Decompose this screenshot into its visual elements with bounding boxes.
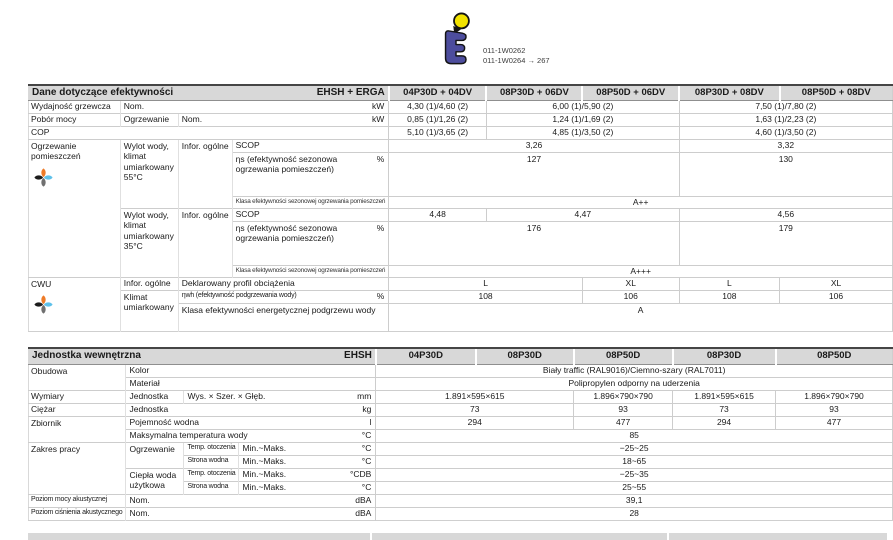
unit-l: l	[336, 416, 376, 429]
t1-col-header-5: 08P50D + 08DV	[780, 85, 893, 100]
power-input-row	[29, 113, 893, 126]
certificate-code-2: 011-1W0264 → 267	[483, 56, 550, 65]
unit-percent: %	[343, 290, 389, 303]
op-range-dhw-ambient-row	[29, 468, 893, 481]
space-heating-petals-icon	[33, 166, 54, 189]
eta-wh-value-12: 108	[389, 290, 583, 303]
seasonal-class-label: Klasa efektywności sezonowej ogrzewania pomieszczeń	[232, 196, 389, 208]
capacity-value-5: 477	[776, 416, 893, 429]
profile-value-12: L	[389, 277, 583, 290]
dimensions-label: Wymiary	[29, 390, 126, 403]
indoor-unit-table	[28, 347, 893, 521]
scop-label: SCOP	[232, 208, 389, 221]
min-max-label: Min.~Maks.	[239, 442, 336, 455]
cwu-profile-row	[29, 277, 893, 290]
operation-range-label: Zakres pracy	[29, 442, 126, 494]
eta55-value-123: 127	[389, 152, 679, 196]
heating-capacity-label: Wydajność grzewcza	[29, 100, 121, 113]
logo-e-icon	[436, 12, 476, 68]
t2-header-row	[29, 348, 893, 364]
power-input-label: Pobór mocy	[29, 113, 121, 126]
cwu-label-cell	[29, 277, 121, 331]
unit-empty	[336, 364, 376, 377]
t2-col-header-3: 08P50D	[574, 348, 673, 364]
declared-load-profile-label: Deklarowany profil obciążenia	[178, 277, 389, 290]
heating-sub-label: Ogrzewanie	[120, 113, 178, 126]
ambient-temp-label: Temp. otoczenia	[184, 468, 239, 481]
t1-col-header-2: 08P30D + 06DV	[486, 85, 582, 100]
value-cell: 0,85 (1)/1,26 (2)	[389, 113, 487, 126]
t1-col-header-3: 08P50D + 06DV	[582, 85, 679, 100]
unit-empty	[343, 126, 389, 139]
unit-mm: mm	[336, 390, 376, 403]
dim-value-5: 1.896×790×790	[776, 390, 893, 403]
dim-value-12: 1.891×595×615	[376, 390, 574, 403]
value-cell: 5,10 (1)/3,65 (2)	[389, 126, 487, 139]
certificate-code-1: 011-1W0262	[483, 46, 526, 55]
dhw-water-value: 25~55	[376, 481, 893, 494]
unit-sub-label: Jednostka	[126, 390, 184, 403]
nominal-label: Nom.	[120, 100, 343, 113]
sound-power-value: 39,1	[376, 494, 893, 507]
material-value: Polipropylen odporny na uderzenia	[376, 377, 893, 390]
water-side-label: Strona wodna	[184, 455, 239, 468]
unit-sub-label: Jednostka	[126, 403, 336, 416]
efficiency-table	[28, 84, 893, 332]
eta-wh-value-5: 106	[780, 290, 893, 303]
value-cell: 1,24 (1)/1,69 (2)	[486, 113, 679, 126]
scop35-row	[29, 208, 893, 221]
unit-c: °C	[336, 481, 376, 494]
color-label: Kolor	[126, 364, 336, 377]
value-cell: 6,00 (1)/5,90 (2)	[486, 100, 679, 113]
t1-model-label: EHSH + ERGA	[178, 85, 389, 100]
cwu-class-value: A	[389, 303, 893, 331]
unit-empty	[336, 377, 376, 390]
casing-label: Obudowa	[29, 364, 126, 390]
color-value: Biały traffic (RAL9016)/Ciemno-szary (RAL7011)	[376, 364, 893, 377]
max-water-temp-label: Maksymalna temperatura wody	[126, 429, 336, 442]
weight-value-3: 93	[574, 403, 673, 416]
hwd-label: Wys. × Szer. × Głęb.	[184, 390, 336, 403]
t2-col-header-4: 08P30D	[673, 348, 776, 364]
eta-wh-label: ηwh (efektywność podgrzewania wody)	[178, 290, 343, 303]
unit-c: °C	[336, 429, 376, 442]
scop55-value-123: 3,26	[389, 139, 679, 152]
weight-value-4: 73	[673, 403, 776, 416]
sound-power-label: Poziom mocy akustycznej	[29, 494, 126, 507]
nominal-label: Nom.	[126, 507, 336, 520]
weight-value-5: 93	[776, 403, 893, 416]
strip-gap	[370, 533, 372, 540]
eta55-value-45: 130	[679, 152, 892, 196]
profile-value-5: XL	[780, 277, 893, 290]
dhw-sub-label: Ciepła woda użytkowa	[126, 468, 184, 494]
unit-kw: kW	[343, 113, 389, 126]
profile-value-4: L	[679, 277, 779, 290]
strip-gap	[667, 533, 669, 540]
capacity-value-3: 477	[574, 416, 673, 429]
t1-col-header-1: 04P30D + 04DV	[389, 85, 487, 100]
unit-dba: dBA	[336, 507, 376, 520]
tank-capacity-row	[29, 416, 893, 429]
cwu-petals-icon	[33, 293, 54, 316]
water-side-label: Strona wodna	[184, 481, 239, 494]
ambient-temp-label: Temp. otoczenia	[184, 442, 239, 455]
profile-value-3: XL	[582, 277, 679, 290]
unit-cdb: °CDB	[336, 468, 376, 481]
water-outlet-35-condition: Wylot wody, klimat umiarkowany 35°C	[120, 208, 178, 277]
t2-title: Jednostka wewnętrzna	[29, 348, 184, 364]
capacity-value-12: 294	[376, 416, 574, 429]
t2-col-header-5: 08P50D	[776, 348, 893, 364]
sound-power-row	[29, 494, 893, 507]
unit-kw: kW	[343, 100, 389, 113]
max-water-temp-row	[29, 429, 893, 442]
t2-model-label: EHSH	[184, 348, 376, 364]
t1-title: Dane dotyczące efektywności	[29, 85, 179, 100]
heating-capacity-row	[29, 100, 893, 113]
heating-ambient-value: −25~25	[376, 442, 893, 455]
cop-row	[29, 126, 893, 139]
scop55-value-45: 3,32	[679, 139, 892, 152]
eta-wh-value-3: 106	[582, 290, 679, 303]
space-heating-label: Ogrzewanie pomieszczeń	[31, 140, 81, 161]
op-range-heating-ambient-row	[29, 442, 893, 455]
value-cell: 1,63 (1)/2,23 (2)	[679, 113, 892, 126]
general-info-label: Infor. ogólne	[178, 139, 232, 208]
weight-row	[29, 403, 893, 416]
value-cell: 4,85 (1)/3,50 (2)	[486, 126, 679, 139]
material-label: Materiał	[126, 377, 336, 390]
sound-pressure-value: 28	[376, 507, 893, 520]
dhw-ambient-value: −25~35	[376, 468, 893, 481]
cwu-label: CWU	[31, 278, 52, 289]
t1-header-row	[29, 85, 893, 100]
dim-value-4: 1.891×595×615	[673, 390, 776, 403]
sound-pressure-row	[29, 507, 893, 520]
dimensions-row	[29, 390, 893, 403]
heating-water-value: 18~65	[376, 455, 893, 468]
class55-value: A++	[389, 196, 893, 208]
water-outlet-55-condition: Wylot wody, klimat umiarkowany 55°C	[120, 139, 178, 208]
unit-percent: %	[343, 221, 389, 265]
next-section-strip	[28, 533, 887, 540]
class35-value: A+++	[389, 265, 893, 277]
eta35-value-45: 179	[679, 221, 892, 265]
eta-s-label: ηs (efektywność sezonowa ogrzewania pomieszczeń)	[232, 152, 343, 196]
water-volume-label: Pojemność wodna	[126, 416, 336, 429]
eta-s-label: ηs (efektywność sezonowa ogrzewania pomieszczeń)	[232, 221, 343, 265]
water-heating-class-label: Klasa efektywności energetycznej podgrzewu wody	[178, 303, 389, 331]
eta-wh-value-4: 108	[679, 290, 779, 303]
casing-material-row	[29, 377, 893, 390]
t1-col-header-4: 08P30D + 08DV	[679, 85, 779, 100]
unit-dba: dBA	[336, 494, 376, 507]
scop35-value-1: 4,48	[389, 208, 487, 221]
unit-c: °C	[336, 455, 376, 468]
seasonal-class-label: Klasa efektywności sezonowej ogrzewania pomieszczeń	[232, 265, 389, 277]
scop35-value-45: 4,56	[679, 208, 892, 221]
scop35-value-23: 4,47	[486, 208, 679, 221]
value-cell: 4,30 (1)/4,60 (2)	[389, 100, 487, 113]
heating-sub-label: Ogrzewanie	[126, 442, 184, 468]
cwu-eta-row	[29, 290, 893, 303]
min-max-label: Min.~Maks.	[239, 468, 336, 481]
weight-value-12: 73	[376, 403, 574, 416]
capacity-value-4: 294	[673, 416, 776, 429]
nominal-label: Nom.	[126, 494, 336, 507]
general-info-label: Infor. ogólne	[178, 208, 232, 277]
space-heating-label-cell	[29, 139, 121, 277]
min-max-label: Min.~Maks.	[239, 455, 336, 468]
min-max-label: Min.~Maks.	[239, 481, 336, 494]
unit-percent: %	[343, 152, 389, 196]
cop-label: COP	[29, 126, 344, 139]
max-water-temp-value: 85	[376, 429, 893, 442]
value-cell: 4,60 (1)/3,50 (2)	[679, 126, 892, 139]
casing-color-row	[29, 364, 893, 377]
tank-label: Zbiornik	[29, 416, 126, 442]
scop55-row	[29, 139, 893, 152]
nominal-label: Nom.	[178, 113, 343, 126]
unit-c: °C	[336, 442, 376, 455]
unit-kg: kg	[336, 403, 376, 416]
sound-pressure-label: Poziom ciśnienia akustycznego	[29, 507, 126, 520]
moderate-climate-label: Klimat umiarkowany	[120, 290, 178, 331]
t2-col-header-2: 08P30D	[476, 348, 574, 364]
t2-col-header-1: 04P30D	[376, 348, 476, 364]
weight-label: Ciężar	[29, 403, 126, 416]
value-cell: 7,50 (1)/7,80 (2)	[679, 100, 892, 113]
energy-label-logo	[436, 12, 550, 68]
dim-value-3: 1.896×790×790	[574, 390, 673, 403]
eta35-value-123: 176	[389, 221, 679, 265]
scop-label: SCOP	[232, 139, 389, 152]
general-info-label: Infor. ogólne	[120, 277, 178, 290]
